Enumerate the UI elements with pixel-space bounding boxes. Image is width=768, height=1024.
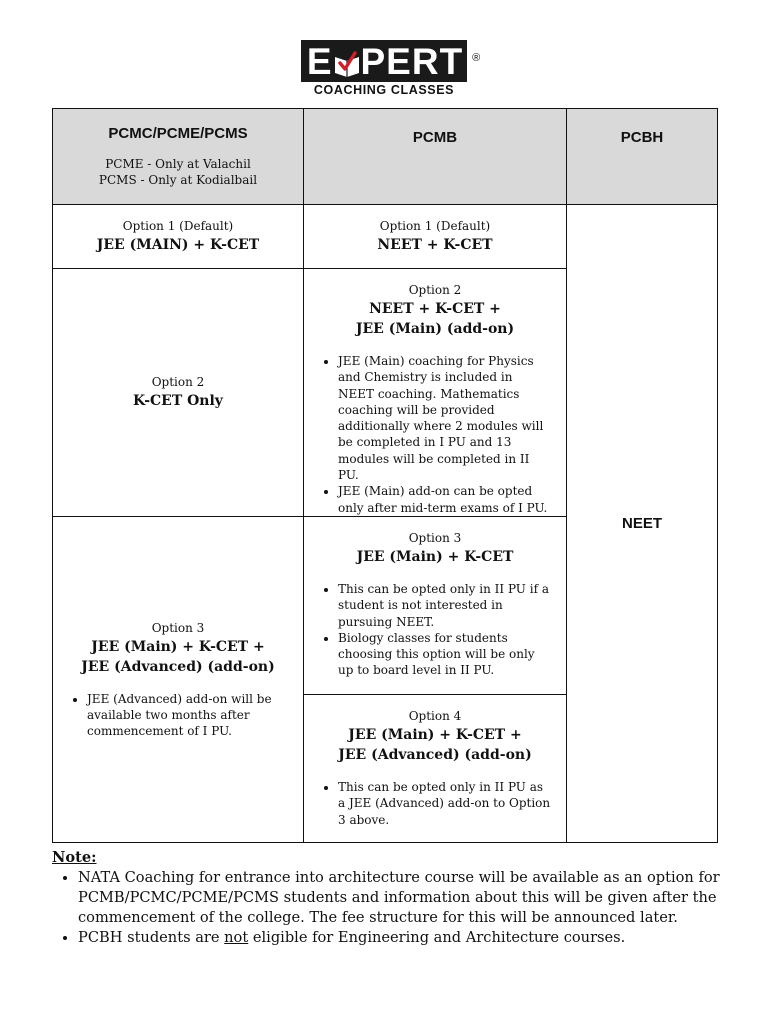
option-points: [304, 581, 552, 679]
option-name: JEE (Advanced) (add-on): [338, 747, 532, 763]
note-text: PCBH students are: [78, 929, 225, 946]
header-title-pcbh: PCBH: [620, 129, 664, 146]
note-heading: Note:: [52, 849, 97, 866]
option-cell: [304, 517, 567, 695]
list-item: • This can be opted only in II PU if a student is not interested in pursuing NEET.: [338, 581, 552, 630]
option-name: JEE (Main) + K-CET +: [348, 727, 522, 743]
pcbh-option-cell: [567, 205, 718, 843]
logo-text-left: E: [306, 41, 333, 82]
option-name: JEE (Main) + K-CET: [356, 549, 514, 565]
list-item: • JEE (Main) coaching for Physics and Chemistry is included in NEET coaching. Mathematics coaching will be provided additionally where 2 modules will be completed in I PU and 13 modules will be completed in II PU.: [338, 353, 552, 483]
header-notes: [53, 156, 303, 188]
list-item: • Biology classes for students choosing this option will be only up to board level in II PU.: [338, 630, 552, 679]
list-item: • JEE (Main) add-on can be opted only after mid-term exams of I PU.: [338, 483, 552, 516]
option-name: JEE (Main) + K-CET +: [91, 638, 265, 655]
book-check-icon: [333, 45, 361, 79]
option-label: Option 3: [408, 531, 462, 545]
option-label: Option 3: [151, 620, 205, 635]
header-title-pcmc: PCMC/PCME/PCMS: [108, 125, 248, 142]
option-name: JEE (MAIN) + K-CET: [96, 237, 260, 253]
option-cell: [53, 517, 304, 843]
option-name: NEET + K-CET +: [369, 301, 501, 317]
option-points: [53, 691, 289, 740]
options-table: [52, 108, 718, 843]
note-text: eligible for Engineering and Architecture courses.: [248, 929, 626, 946]
option-label: Option 2: [151, 375, 205, 389]
option-label: Option 1 (Default): [122, 219, 234, 233]
option-name: NEET + K-CET: [377, 237, 493, 253]
logo-subtitle: COACHING CLASSES: [313, 83, 455, 97]
option-cell: [304, 695, 567, 843]
pcbh-option-name: NEET: [621, 515, 662, 532]
list-item: [78, 928, 722, 948]
registered-mark: ®: [472, 52, 482, 64]
list-item: • This can be opted only in II PU as a JEE (Advanced) add-on to Option 3 above.: [338, 779, 552, 828]
option-cell: [53, 205, 304, 269]
option-name: JEE (Main) (add-on): [355, 321, 515, 337]
option-cell: [53, 269, 304, 517]
option-label: Option 2: [408, 283, 462, 297]
option-name: JEE (Advanced) (add-on): [81, 658, 275, 675]
list-item: • JEE (Advanced) add-on will be available two months after commencement of I PU.: [87, 691, 289, 740]
option-cell: [304, 269, 567, 517]
note-emphasis: not: [224, 929, 249, 946]
header-cell-pcmb: [304, 109, 567, 205]
table-row: [53, 205, 718, 269]
option-label: Option 4: [408, 709, 462, 723]
header-title-pcmb: PCMB: [412, 129, 458, 146]
header-note: PCMS - Only at Kodialbail: [98, 173, 258, 187]
logo: [0, 40, 768, 97]
header-note: PCME - Only at Valachil: [105, 157, 251, 171]
logo-text-right: PERT: [360, 41, 464, 82]
note-section: [52, 848, 722, 948]
table-header-row: [53, 109, 718, 205]
option-points: [304, 353, 552, 516]
option-cell: [304, 205, 567, 269]
option-points: [304, 779, 552, 828]
option-label: Option 1 (Default): [379, 219, 491, 233]
header-cell-pcbh: [567, 109, 718, 205]
option-name: K-CET Only: [133, 393, 223, 409]
note-list: [52, 868, 722, 948]
list-item: • NATA Coaching for entrance into architecture course will be available as an option for PCMB/PCMC/PCME/PCMS students and information about this will be given after the commencement of the college. The fee structure for this will be announced later.: [78, 868, 722, 928]
header-cell-pcmc: [53, 109, 304, 205]
logo-mark: [301, 40, 482, 82]
